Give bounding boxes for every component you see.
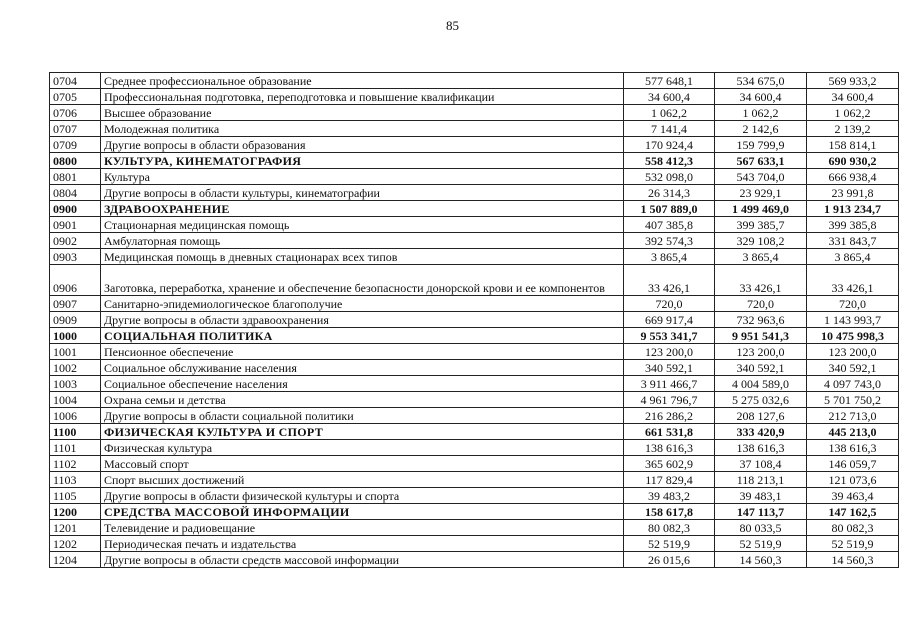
row-value-2: 14 560,3 bbox=[715, 552, 807, 568]
row-value-3: 52 519,9 bbox=[807, 536, 899, 552]
row-name: Пенсионное обеспечение bbox=[101, 344, 624, 360]
row-value-2: 147 113,7 bbox=[715, 504, 807, 520]
row-name: Культура bbox=[101, 169, 624, 185]
row-value-2: 9 951 541,3 bbox=[715, 328, 807, 344]
row-value-2: 534 675,0 bbox=[715, 73, 807, 89]
table-row bbox=[50, 536, 899, 552]
budget-table bbox=[49, 72, 899, 568]
row-value-2: 543 704,0 bbox=[715, 169, 807, 185]
row-code: 0907 bbox=[50, 296, 101, 312]
row-value-3: 720,0 bbox=[807, 296, 899, 312]
row-value-1: 170 924,4 bbox=[624, 137, 715, 153]
row-code: 1002 bbox=[50, 360, 101, 376]
section-row bbox=[50, 153, 899, 169]
row-value-1: 80 082,3 bbox=[624, 520, 715, 536]
row-value-2: 329 108,2 bbox=[715, 233, 807, 249]
row-value-3: 1 062,2 bbox=[807, 105, 899, 121]
table-row bbox=[50, 73, 899, 89]
row-value-2: 23 929,1 bbox=[715, 185, 807, 201]
row-code: 1201 bbox=[50, 520, 101, 536]
row-value-1: 1 062,2 bbox=[624, 105, 715, 121]
table-row bbox=[50, 265, 899, 296]
row-value-1: 26 314,3 bbox=[624, 185, 715, 201]
table-row bbox=[50, 520, 899, 536]
row-code: 0901 bbox=[50, 217, 101, 233]
table-row bbox=[50, 233, 899, 249]
table-row bbox=[50, 217, 899, 233]
row-name: Социальное обеспечение населения bbox=[101, 376, 624, 392]
row-code: 1204 bbox=[50, 552, 101, 568]
row-value-3: 569 933,2 bbox=[807, 73, 899, 89]
row-code: 1105 bbox=[50, 488, 101, 504]
row-name: СОЦИАЛЬНАЯ ПОЛИТИКА bbox=[101, 328, 624, 344]
row-code: 0900 bbox=[50, 201, 101, 217]
row-value-2: 159 799,9 bbox=[715, 137, 807, 153]
row-value-2: 399 385,7 bbox=[715, 217, 807, 233]
section-row bbox=[50, 201, 899, 217]
table-row bbox=[50, 456, 899, 472]
row-value-3: 1 143 993,7 bbox=[807, 312, 899, 328]
row-name: Амбулаторная помощь bbox=[101, 233, 624, 249]
row-value-1: 34 600,4 bbox=[624, 89, 715, 105]
row-value-3: 23 991,8 bbox=[807, 185, 899, 201]
row-value-3: 14 560,3 bbox=[807, 552, 899, 568]
row-value-3: 690 930,2 bbox=[807, 153, 899, 169]
row-value-3: 138 616,3 bbox=[807, 440, 899, 456]
table-row bbox=[50, 249, 899, 265]
row-value-2: 333 420,9 bbox=[715, 424, 807, 440]
row-value-3: 123 200,0 bbox=[807, 344, 899, 360]
row-name: Массовый спорт bbox=[101, 456, 624, 472]
row-value-1: 407 385,8 bbox=[624, 217, 715, 233]
row-code: 1200 bbox=[50, 504, 101, 520]
row-name: Санитарно-эпидемиологическое благополучие bbox=[101, 296, 624, 312]
row-code: 1004 bbox=[50, 392, 101, 408]
row-value-1: 9 553 341,7 bbox=[624, 328, 715, 344]
row-name: Высшее образование bbox=[101, 105, 624, 121]
row-code: 1100 bbox=[50, 424, 101, 440]
row-name: Медицинская помощь в дневных стационарах всех типов bbox=[101, 249, 624, 265]
row-value-1: 392 574,3 bbox=[624, 233, 715, 249]
row-code: 0800 bbox=[50, 153, 101, 169]
table-row bbox=[50, 169, 899, 185]
row-name: КУЛЬТУРА, КИНЕМАТОГРАФИЯ bbox=[101, 153, 624, 169]
row-name: Спорт высших достижений bbox=[101, 472, 624, 488]
row-value-3: 3 865,4 bbox=[807, 249, 899, 265]
row-value-1: 365 602,9 bbox=[624, 456, 715, 472]
row-value-3: 158 814,1 bbox=[807, 137, 899, 153]
table-row bbox=[50, 376, 899, 392]
row-code: 0909 bbox=[50, 312, 101, 328]
row-value-3: 34 600,4 bbox=[807, 89, 899, 105]
row-value-3: 10 475 998,3 bbox=[807, 328, 899, 344]
row-value-3: 1 913 234,7 bbox=[807, 201, 899, 217]
row-value-1: 39 483,2 bbox=[624, 488, 715, 504]
row-value-3: 147 162,5 bbox=[807, 504, 899, 520]
table-row bbox=[50, 312, 899, 328]
row-value-2: 3 865,4 bbox=[715, 249, 807, 265]
row-value-3: 39 463,4 bbox=[807, 488, 899, 504]
row-name: ФИЗИЧЕСКАЯ КУЛЬТУРА И СПОРТ bbox=[101, 424, 624, 440]
row-value-2: 80 033,5 bbox=[715, 520, 807, 536]
row-value-2: 1 499 469,0 bbox=[715, 201, 807, 217]
row-name: Среднее профессиональное образование bbox=[101, 73, 624, 89]
row-value-3: 331 843,7 bbox=[807, 233, 899, 249]
table-row bbox=[50, 89, 899, 105]
row-value-2: 208 127,6 bbox=[715, 408, 807, 424]
row-value-2: 340 592,1 bbox=[715, 360, 807, 376]
row-value-3: 340 592,1 bbox=[807, 360, 899, 376]
table-row bbox=[50, 121, 899, 137]
row-value-2: 1 062,2 bbox=[715, 105, 807, 121]
row-value-3: 2 139,2 bbox=[807, 121, 899, 137]
section-row bbox=[50, 504, 899, 520]
row-value-1: 117 829,4 bbox=[624, 472, 715, 488]
row-code: 0706 bbox=[50, 105, 101, 121]
row-name: Периодическая печать и издательства bbox=[101, 536, 624, 552]
row-value-3: 4 097 743,0 bbox=[807, 376, 899, 392]
row-value-2: 52 519,9 bbox=[715, 536, 807, 552]
table-row bbox=[50, 185, 899, 201]
row-value-1: 1 507 889,0 bbox=[624, 201, 715, 217]
row-name: Молодежная политика bbox=[101, 121, 624, 137]
row-name: Телевидение и радиовещание bbox=[101, 520, 624, 536]
row-name: СРЕДСТВА МАССОВОЙ ИНФОРМАЦИИ bbox=[101, 504, 624, 520]
row-code: 1003 bbox=[50, 376, 101, 392]
row-value-3: 212 713,0 bbox=[807, 408, 899, 424]
row-value-3: 666 938,4 bbox=[807, 169, 899, 185]
page-number: 85 bbox=[446, 18, 459, 33]
row-value-2: 37 108,4 bbox=[715, 456, 807, 472]
row-name: Охрана семьи и детства bbox=[101, 392, 624, 408]
row-value-2: 33 426,1 bbox=[715, 265, 807, 296]
row-code: 1001 bbox=[50, 344, 101, 360]
row-value-2: 4 004 589,0 bbox=[715, 376, 807, 392]
row-name: Другие вопросы в области физической культуры и спорта bbox=[101, 488, 624, 504]
row-name: Другие вопросы в области средств массовой информации bbox=[101, 552, 624, 568]
row-value-1: 138 616,3 bbox=[624, 440, 715, 456]
row-value-1: 123 200,0 bbox=[624, 344, 715, 360]
row-value-2: 123 200,0 bbox=[715, 344, 807, 360]
row-name: Другие вопросы в области социальной политики bbox=[101, 408, 624, 424]
row-value-3: 146 059,7 bbox=[807, 456, 899, 472]
row-code: 1202 bbox=[50, 536, 101, 552]
row-value-2: 720,0 bbox=[715, 296, 807, 312]
row-value-2: 34 600,4 bbox=[715, 89, 807, 105]
row-value-1: 26 015,6 bbox=[624, 552, 715, 568]
row-value-3: 5 701 750,2 bbox=[807, 392, 899, 408]
table-row bbox=[50, 488, 899, 504]
table-row bbox=[50, 344, 899, 360]
section-row bbox=[50, 328, 899, 344]
row-code: 0902 bbox=[50, 233, 101, 249]
row-value-3: 399 385,8 bbox=[807, 217, 899, 233]
table-row bbox=[50, 360, 899, 376]
row-value-1: 4 961 796,7 bbox=[624, 392, 715, 408]
section-row bbox=[50, 424, 899, 440]
row-value-3: 80 082,3 bbox=[807, 520, 899, 536]
row-name: Стационарная медицинская помощь bbox=[101, 217, 624, 233]
row-value-2: 2 142,6 bbox=[715, 121, 807, 137]
row-value-1: 33 426,1 bbox=[624, 265, 715, 296]
row-code: 0707 bbox=[50, 121, 101, 137]
row-code: 1006 bbox=[50, 408, 101, 424]
row-name: Другие вопросы в области здравоохранения bbox=[101, 312, 624, 328]
row-name: Другие вопросы в области культуры, кинематографии bbox=[101, 185, 624, 201]
row-value-1: 532 098,0 bbox=[624, 169, 715, 185]
row-code: 0903 bbox=[50, 249, 101, 265]
row-value-3: 445 213,0 bbox=[807, 424, 899, 440]
row-code: 1000 bbox=[50, 328, 101, 344]
row-value-2: 732 963,6 bbox=[715, 312, 807, 328]
row-value-2: 5 275 032,6 bbox=[715, 392, 807, 408]
row-code: 0709 bbox=[50, 137, 101, 153]
row-name: Заготовка, переработка, хранение и обеспечение безопасности донорской крови и ее компонентов bbox=[101, 265, 624, 296]
row-code: 1102 bbox=[50, 456, 101, 472]
row-value-2: 39 483,1 bbox=[715, 488, 807, 504]
row-value-1: 3 865,4 bbox=[624, 249, 715, 265]
row-value-1: 720,0 bbox=[624, 296, 715, 312]
row-name: Профессиональная подготовка, переподготовка и повышение квалификации bbox=[101, 89, 624, 105]
table-row bbox=[50, 296, 899, 312]
row-code: 1103 bbox=[50, 472, 101, 488]
row-code: 0804 bbox=[50, 185, 101, 201]
budget-table-body bbox=[50, 73, 899, 568]
row-value-1: 3 911 466,7 bbox=[624, 376, 715, 392]
row-value-1: 7 141,4 bbox=[624, 121, 715, 137]
table-row bbox=[50, 392, 899, 408]
table-row bbox=[50, 105, 899, 121]
row-name: Другие вопросы в области образования bbox=[101, 137, 624, 153]
table-row bbox=[50, 552, 899, 568]
row-value-3: 33 426,1 bbox=[807, 265, 899, 296]
table-row bbox=[50, 137, 899, 153]
row-value-2: 138 616,3 bbox=[715, 440, 807, 456]
row-value-1: 340 592,1 bbox=[624, 360, 715, 376]
row-value-1: 669 917,4 bbox=[624, 312, 715, 328]
row-value-2: 567 633,1 bbox=[715, 153, 807, 169]
row-code: 0801 bbox=[50, 169, 101, 185]
row-value-1: 52 519,9 bbox=[624, 536, 715, 552]
row-name: ЗДРАВООХРАНЕНИЕ bbox=[101, 201, 624, 217]
row-value-2: 118 213,1 bbox=[715, 472, 807, 488]
table-row bbox=[50, 440, 899, 456]
row-value-1: 577 648,1 bbox=[624, 73, 715, 89]
table-row bbox=[50, 472, 899, 488]
table-row bbox=[50, 408, 899, 424]
row-code: 0704 bbox=[50, 73, 101, 89]
row-value-1: 661 531,8 bbox=[624, 424, 715, 440]
row-value-3: 121 073,6 bbox=[807, 472, 899, 488]
row-value-1: 158 617,8 bbox=[624, 504, 715, 520]
row-code: 0906 bbox=[50, 265, 101, 296]
row-value-1: 216 286,2 bbox=[624, 408, 715, 424]
row-value-1: 558 412,3 bbox=[624, 153, 715, 169]
row-name: Социальное обслуживание населения bbox=[101, 360, 624, 376]
row-code: 0705 bbox=[50, 89, 101, 105]
row-code: 1101 bbox=[50, 440, 101, 456]
row-name: Физическая культура bbox=[101, 440, 624, 456]
